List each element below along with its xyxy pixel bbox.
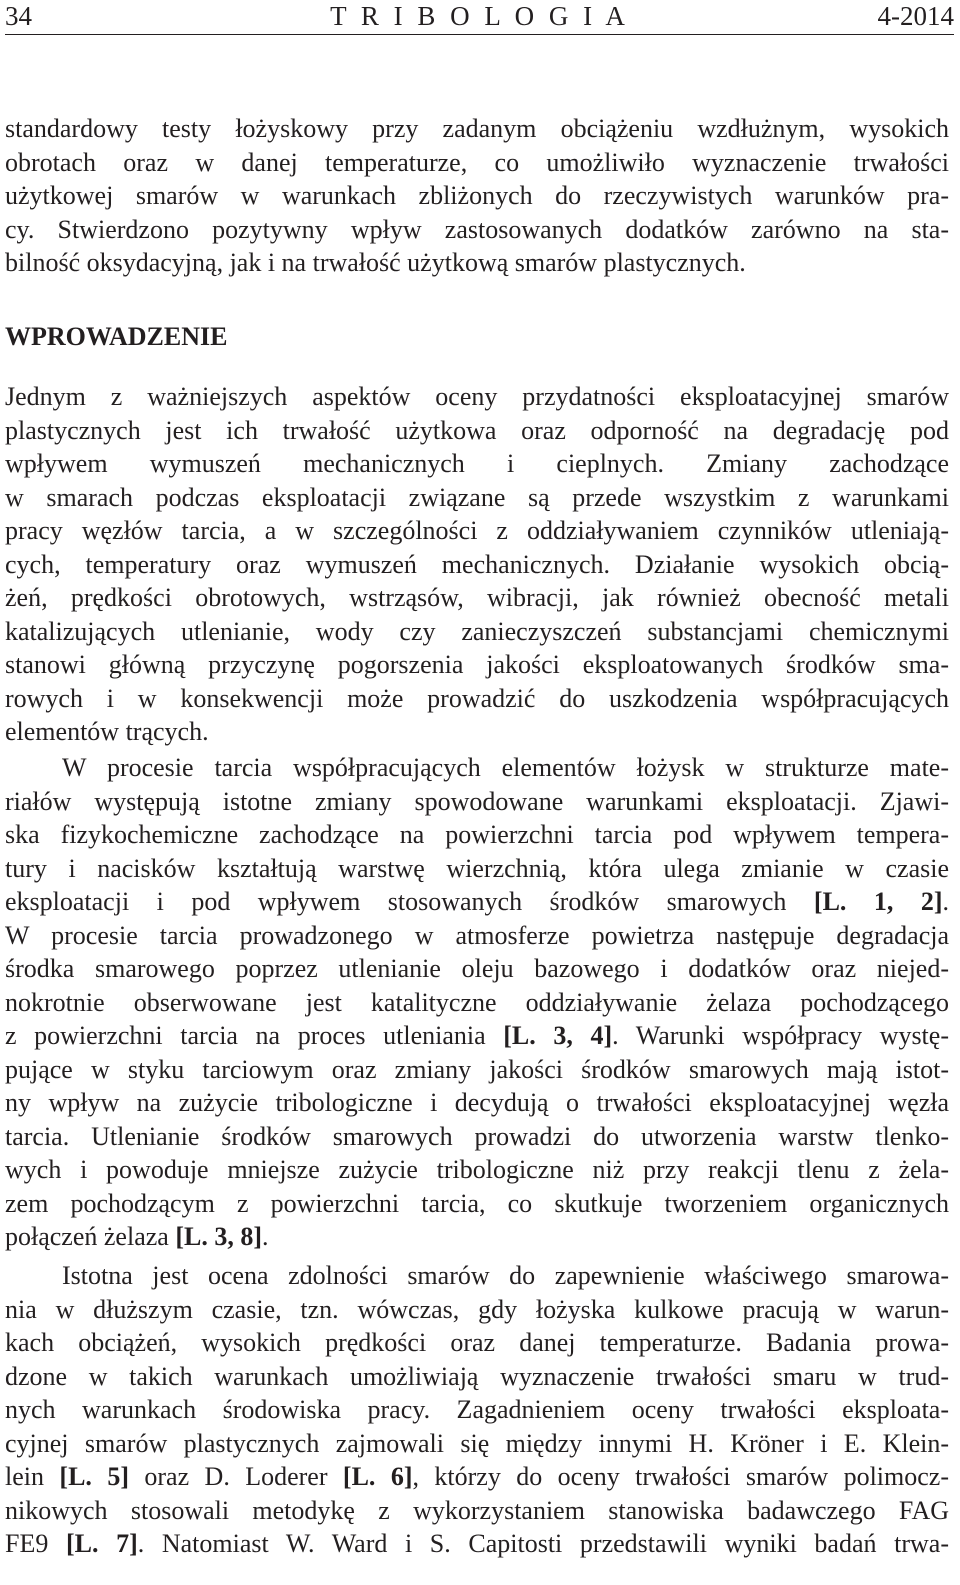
text-line: Jednym z ważniejszych aspektów oceny przydatności eksploatacyjnej smarów [5,382,949,411]
text-line: obrotach oraz w danej temperaturze, co umożliwiło wyznaczenie trwałości [5,147,949,177]
text-line: bilność oksydacyjną, jak i na trwałość użytkową smarów plastycznych. [5,248,746,277]
text-line: eksploatacji i pod wpływem stosowanych środków smarowych [L. 1, 2]. [5,887,949,916]
text-line: ny wpływ na zużycie tribologiczne i decydują o trwałości eksploatacyjnej węzła [5,1088,949,1117]
text-line: Istotna jest ocena zdolności smarów do zapewnienie właściwego smarowa- [62,1261,949,1290]
text-line: wpływem wymuszeń mechanicznych i cieplnych. Zmiany zachodzące [5,449,949,478]
body-paragraph-3 [5,1259,949,1561]
page-number: 34 [5,1,32,31]
text-line: wych i powoduje mniejsze zużycie tribologiczne niż przy reakcji tlenu z żela- [5,1155,949,1184]
text-line: W procesie tarcia współpracujących elementów łożysk w strukturze mate- [62,753,949,782]
text-line: cy. Stwierdzono pozytywny wpływ zastosowanych dodatków zarówno na sta- [5,214,949,244]
text-line: FE9 [L. 7]. Natomiast W. Ward i S. Capitosti przedstawili wyniki badań trwa- [5,1529,949,1558]
text-line: tury i nacisków kształtują warstwę wierzchnią, która ulega zmianie w czasie [5,853,949,883]
text-line: pracy węzłów tarcia, a w szczególności z oddziaływaniem czynników utleniają- [5,516,949,545]
text-line: cych, temperatury oraz wymuszeń mechanicznych. Działanie wysokich obcią- [5,549,949,579]
text-line: elementów trących. [5,717,209,746]
text-line: pujące w styku tarciowym oraz zmiany jakości środków smarowych mają istot- [5,1054,949,1084]
text-line: ska fizykochemiczne zachodzące na powierzchni tarcia pod wpływem tempera- [5,820,949,849]
text-line: nokrotnie obserwowane jest katalityczne oddziaływanie żelaza pochodzącego [5,987,949,1017]
text-line: nia w dłuższym czasie, tzn. wówczas, gdy łożyska kulkowe pracują w warun- [5,1294,949,1324]
text-line: nych warunkach środowiska pracy. Zagadnieniem oceny trwałości eksploata- [5,1395,949,1424]
text-line: riałów występują istotne zmiany spowodowane warunkami eksploatacji. Zjawi- [5,786,949,816]
text-line: standardowy testy łożyskowy przy zadanym obciążeniu wzdłużnym, wysokich [5,114,949,143]
text-line: użytkowej smarów w warunkach zbliżonych do rzeczywistych warunków pra- [5,181,949,210]
text-line: dzone w takich warunkach umożliwiają wyznaczenie trwałości smaru w trud- [5,1361,949,1391]
text-line: środka smarowego poprzez utlenianie oleju bazowego i dodatków oraz niejed- [5,954,949,983]
issue-number: 4-2014 [877,1,954,31]
text-line: połączeń żelaza [L. 3, 8]. [5,1222,269,1251]
text-line: plastycznych jest ich trwałość użytkowa oraz odporność na degradację pod [5,415,949,445]
text-line: katalizujących utlenianie, wody czy zanieczyszczeń substancjami chemicznymi [5,616,949,646]
text-line: zem pochodzącym z powierzchni tarcia, co skutkuje tworzeniem organicznych [5,1188,949,1218]
text-line: nikowych stosowali metodykę z wykorzystaniem stanowiska badawczego FAG [5,1495,949,1525]
text-line: rowych i w konsekwencji może prowadzić do uszkodzenia współpracujących [5,683,949,713]
text-line: z powierzchni tarcia na proces utleniania [L. 3, 4]. Warunki współpracy wystę- [5,1021,949,1050]
text-line: cyjnej smarów plastycznych zajmowali się między innymi H. Kröner i E. Klein- [5,1428,949,1458]
text-line: w smarach podczas eksploatacji związane są przede wszystkim z warunkami [5,482,949,512]
text-line: lein [L. 5] oraz D. Loderer [L. 6], którzy do oceny trwałości smarów polimocz- [5,1462,949,1491]
running-header [5,0,954,35]
body-paragraph-2 [5,751,949,1254]
text-line: żeń, prędkości obrotowych, wstrząsów, wibracji, jak również obecność metali [5,583,949,612]
text-line: W procesie tarcia prowadzonego w atmosferze powietrza następuje degradacja [5,920,949,950]
body-paragraph-1 [5,380,949,749]
journal-name: T R I B O L O G I A [330,1,629,31]
section-heading: WPROWADZENIE [5,322,228,351]
text-line: stanowi główną przyczynę pogorszenia jakości eksploatowanych środków sma- [5,650,949,679]
text-line: kach obciążeń, wysokich prędkości oraz danej temperaturze. Badania prowa- [5,1328,949,1357]
abstract-paragraph [5,112,949,280]
text-line: tarcia. Utlenianie środków smarowych prowadzi do utworzenia warstw tlenko- [5,1121,949,1151]
